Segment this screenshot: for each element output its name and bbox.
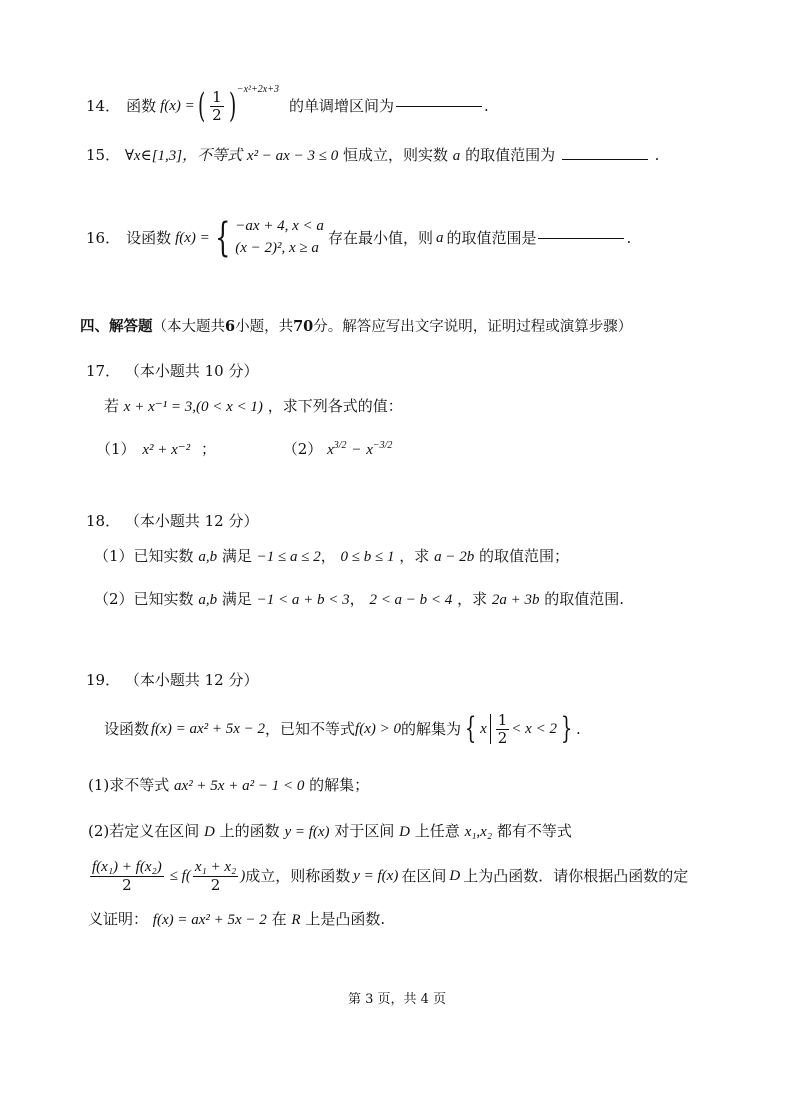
q18-p2-c1: −1 < a + b < 3: [256, 592, 350, 608]
section-4-desc-mid: 小题，共: [235, 319, 294, 335]
q18-p1-ask: ，求: [399, 547, 430, 565]
q19-p2-text3: 上为凸函数．请你根据凸函数的定: [463, 867, 689, 885]
q19-set-num: 1: [497, 711, 508, 729]
q19-p2-fn: y = f(x): [284, 824, 330, 840]
q19-p2-lhs-den: 2: [122, 875, 132, 894]
q19-p2-D3: D: [449, 868, 461, 884]
q18-number: 18．: [86, 512, 121, 530]
section-4-desc-post: 分。解答应写出文字说明，证明过程或演算步骤）: [313, 319, 633, 335]
section-4-desc-pre: （本大题共: [152, 319, 225, 335]
q19-p2-text4: 义证明：: [88, 910, 149, 928]
q17-p2-exp2: −3/2: [372, 440, 393, 451]
q18-score: （本小题共 12 分）: [124, 512, 259, 530]
q19-p1-tail: 的解集；: [309, 776, 370, 794]
q19-p2-rhs-den: 2: [210, 875, 221, 894]
q14-exponent: −x²+2x+3: [236, 84, 279, 95]
q15-ineq: x² − ax − 3 ≤ 0: [246, 148, 339, 164]
q19-set-open: {: [464, 711, 477, 746]
q19-set-den: 2: [497, 728, 508, 747]
q19-p2-text6: 上是凸函数.: [305, 910, 386, 928]
q19-p2-rhs-num: x₁ + x₂: [194, 859, 237, 875]
q19-part2-line1: [88, 822, 572, 841]
q18-p2-ask: ，求: [457, 590, 488, 608]
q16-case2: (x − 2)², x ≥ a: [235, 240, 319, 256]
q18-p1-c2: 0 ≤ b ≤ 1: [340, 549, 395, 565]
q16-number: 16．: [86, 229, 121, 247]
q19-p2-label: (2)若定义在区间: [88, 822, 200, 840]
q14-frac-den: 2: [212, 105, 222, 124]
q19-part2-line2: [88, 854, 688, 898]
q18-p2-mid: 满足: [221, 590, 252, 608]
q19-given-mid: ，已知不等式: [265, 720, 356, 738]
q19-given-fx: f(x) = ax² + 5x − 2: [151, 721, 266, 737]
q19-given: [104, 706, 581, 752]
q19-p2-text2: 在区间: [401, 867, 447, 885]
section-4-points: 70: [293, 318, 314, 335]
q15-var: a: [452, 148, 461, 164]
q19-p2-D: D: [204, 824, 215, 840]
q18-p1-expr: a − 2b: [434, 549, 475, 565]
q19-given-ineq: f(x) > 0: [355, 721, 401, 737]
q17-p2-base2: x: [366, 442, 373, 458]
q19-p2-fn2: y = f(x): [353, 868, 399, 884]
q15-period: .: [654, 146, 660, 164]
q17-given: [104, 397, 403, 416]
q19-set-var: x: [480, 721, 487, 737]
q18-p1-mid: 满足: [221, 547, 252, 565]
q17-p2-base1: x: [327, 442, 334, 458]
q18-part2: （2）已知实数 a,b 满足 −1 < a + b < 3， 2 < a − b < 4 ，求 2a + 3b 的取值范围.: [94, 590, 625, 608]
q15-mid: 恒成立，则实数: [342, 146, 448, 164]
q15-cond: ∀x∈[1,3]，不等式: [124, 148, 243, 164]
q14-frac-num: 1: [212, 88, 222, 106]
q15-tail: 的取值范围为: [465, 146, 556, 164]
page-footer: 第 3 页，共 4 页: [347, 992, 447, 1007]
q15-answer-blank[interactable]: [562, 158, 648, 160]
q18-p2-vars: a,b: [198, 592, 218, 608]
q19-p2-tail: 都有不等式: [496, 822, 572, 840]
section-4-count: 6: [225, 318, 236, 335]
q17-p2-minus: −: [351, 442, 362, 458]
q16-answer-blank[interactable]: [538, 237, 624, 239]
q17-given-pre: 若: [104, 397, 120, 415]
q16-piecewise: [235, 216, 324, 260]
q18-p1-c1: −1 ≤ a ≤ 2: [256, 549, 321, 565]
q17-score: （本小题共 10 分）: [124, 362, 259, 380]
q14-right-paren: ): [228, 86, 236, 126]
q16-lead: 设函数: [126, 229, 172, 247]
q17-given-post: ，求下列各式的值：: [267, 397, 403, 415]
q18-p1-tail: 的取值范围；: [478, 547, 569, 565]
q19-set-period: .: [576, 720, 581, 738]
q19-set-bar: [490, 714, 491, 744]
q19-score: （本小题共 12 分）: [124, 671, 259, 689]
q19-p2-text1: 成立，则称函数: [245, 867, 351, 885]
q19-p2-lhs-num: f(x₁) + f(x₂): [92, 859, 162, 875]
section-4-heading: [80, 318, 632, 336]
q19-given-tail: 的解集为: [400, 720, 461, 738]
q19-set-fraction: [496, 712, 510, 746]
q16-tail: 的取值范围是: [446, 229, 537, 247]
q16-mid: 存在最小值，则: [327, 229, 433, 247]
q18-p2-label: （2）已知实数: [94, 590, 194, 608]
q19-p2-R: R: [291, 912, 301, 928]
q19-p2-D2: D: [399, 824, 410, 840]
q19-p2-lhs: [90, 859, 164, 893]
q16-var: a: [435, 230, 444, 246]
q16-case1: −ax + 4, x < a: [235, 218, 324, 235]
q17-p2-label: （2）: [282, 440, 323, 458]
q14-answer-blank[interactable]: [396, 105, 482, 107]
q19-p2-mid3: 上任意: [414, 822, 460, 840]
q18-part1: （1）已知实数 a,b 满足 −1 ≤ a ≤ 2， 0 ≤ b ≤ 1 ，求 a − 2b 的取值范围；: [94, 547, 569, 565]
q19-p1-expr: ax² + 5x + a² − 1 < 0: [174, 778, 305, 794]
q14-left-paren: (: [197, 86, 206, 126]
q19-number: 19．: [86, 671, 121, 689]
q19-p2-vars: x₁,x₂: [464, 824, 493, 840]
q18-p2-expr: 2a + 3b: [491, 592, 540, 608]
q16-brace: {: [214, 215, 231, 261]
q19-p2-rhs: [193, 859, 238, 893]
question-15: [86, 146, 659, 165]
section-4-title: 四、解答题: [80, 318, 153, 335]
q19-p2-text5: 在: [271, 910, 287, 928]
q19-p2-rel: ≤ f(: [169, 868, 191, 884]
question-14: [86, 84, 489, 128]
q18-p1-vars: a,b: [198, 549, 218, 565]
q14-tail: 的单调增区间为: [289, 97, 395, 115]
q17-p1-expr: x² + x⁻²: [142, 442, 191, 458]
q17-number: 17．: [86, 362, 121, 380]
q14-lead: 函数: [126, 97, 157, 115]
question-16: [86, 210, 631, 266]
q17-given-expr: x + x⁻¹ = 3,(0 < x < 1): [123, 399, 263, 415]
q18-p2-tail: 的取值范围.: [544, 590, 625, 608]
q17-p2-exp1: 3/2: [333, 440, 347, 451]
q19-p2-mid2: 对于区间: [334, 822, 395, 840]
q19-p1-label: (1)求不等式: [88, 776, 170, 794]
q17-p1-sep: ；: [200, 440, 216, 458]
q16-period: .: [626, 229, 632, 247]
q17-parts: [96, 440, 392, 459]
q14-number: 14．: [86, 97, 121, 115]
q19-set-close: }: [560, 711, 573, 746]
q19-p2-fx: f(x) = ax² + 5x − 2: [152, 912, 267, 928]
q19-part1: [88, 776, 369, 795]
q18-p2-c2: 2 < a − b < 4: [369, 592, 453, 608]
q14-base-fraction: [210, 89, 224, 123]
q19-p2-mid1: 上的函数: [219, 822, 280, 840]
q19-header: [86, 671, 259, 689]
q17-header: [86, 362, 259, 380]
q14-period: .: [484, 97, 489, 115]
q19-p2-rel-close: ): [240, 868, 246, 884]
q14-fx: f(x) =: [160, 98, 195, 114]
q15-number: 15．: [86, 146, 121, 164]
q19-given-pre: 设函数: [104, 720, 150, 738]
q19-part2-line3: [88, 910, 385, 929]
q16-fx: f(x) =: [175, 230, 210, 246]
q18-p1-label: （1）已知实数: [94, 547, 194, 565]
q17-p1-label: （1）: [96, 440, 136, 458]
q18-header: [86, 512, 259, 530]
q19-set-rest: < x < 2: [511, 721, 557, 737]
